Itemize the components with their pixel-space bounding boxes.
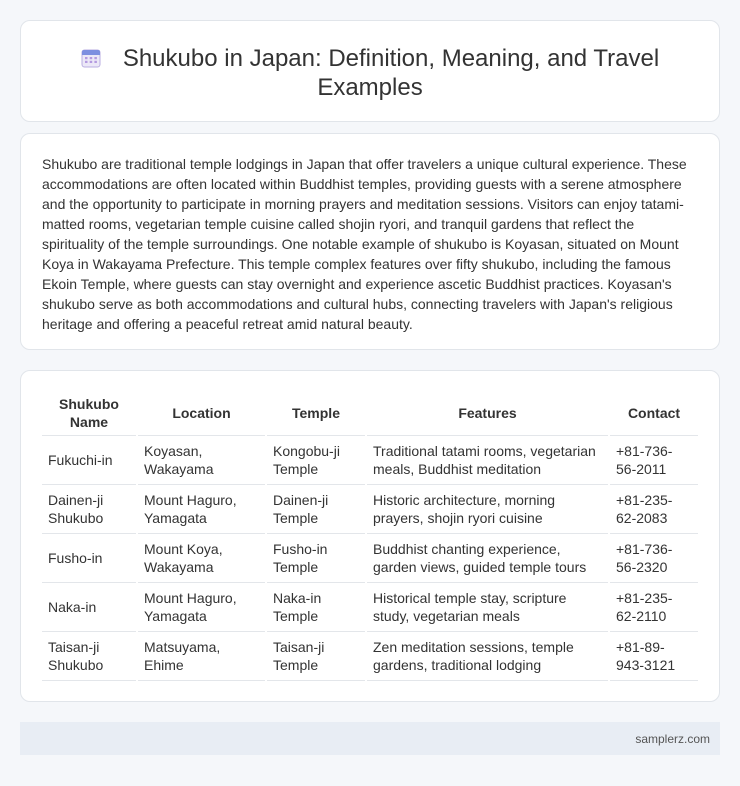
shukubo-name: Taisan-ji Shukubo <box>42 632 137 681</box>
contact: +81-736-56-2320 <box>609 534 698 583</box>
shukubo-name: Dainen-ji Shukubo <box>42 485 137 534</box>
footer-bar <box>20 722 720 755</box>
table-row <box>42 632 698 681</box>
footer-site-link[interactable]: samplerz.com <box>635 732 710 746</box>
column-header: Shukubo Name <box>42 391 137 436</box>
contact: +81-235-62-2083 <box>609 485 698 534</box>
contact: +81-235-62-2110 <box>609 583 698 632</box>
location: Mount Haguro, Yamagata <box>137 485 266 534</box>
page-title-row <box>21 44 719 102</box>
intro-paragraph: Shukubo are traditional temple lodgings in Japan that offer travelers a unique cultural experience. These accommodations are often located within Buddhist temples, providing guests with a serene atmosphere and the opportunity to participate in morning prayers and meditation sessions. Visitors can enjoy tatami-matted rooms, vegetarian temple cuisine called shojin ryori, and tranquil gardens that reflect the spirituality of the temple surroundings. One notable example of shukubo is Koyasan, situated on Mount Koya in Wakayama Prefecture. This temple complex features over fifty shukubo, including the famous Ekoin Temple, where guests can stay overnight and experience ascetic Buddhist practices. Koyasan's shukubo serve as both accommodations and cultural hubs, connecting travelers with Japan's religious heritage and offering a peaceful retreat amid natural beauty. <box>42 156 687 332</box>
shukubo-table <box>42 391 698 681</box>
features: Zen meditation sessions, temple gardens, traditional lodging <box>366 632 609 681</box>
table-row <box>42 485 698 534</box>
features: Historical temple stay, scripture study, vegetarian meals <box>366 583 609 632</box>
column-header: Location <box>137 391 266 436</box>
table-header-row <box>42 391 698 436</box>
table-card <box>20 370 720 702</box>
shukubo-name: Fusho-in <box>42 534 137 583</box>
temple: Fusho-in Temple <box>266 534 366 583</box>
contact: +81-89-943-3121 <box>609 632 698 681</box>
title-card <box>20 20 720 122</box>
contact: +81-736-56-2011 <box>609 436 698 485</box>
temple: Taisan-ji Temple <box>266 632 366 681</box>
location: Mount Koya, Wakayama <box>137 534 266 583</box>
features: Buddhist chanting experience, garden views, guided temple tours <box>366 534 609 583</box>
table-row <box>42 436 698 485</box>
features: Traditional tatami rooms, vegetarian meals, Buddhist meditation <box>366 436 609 485</box>
calendar-icon <box>81 48 101 68</box>
shukubo-name: Fukuchi-in <box>42 436 137 485</box>
temple: Kongobu-ji Temple <box>266 436 366 485</box>
table-row <box>42 583 698 632</box>
location: Koyasan, Wakayama <box>137 436 266 485</box>
features: Historic architecture, morning prayers, shojin ryori cuisine <box>366 485 609 534</box>
location: Matsuyama, Ehime <box>137 632 266 681</box>
temple: Dainen-ji Temple <box>266 485 366 534</box>
table-row <box>42 534 698 583</box>
location: Mount Haguro, Yamagata <box>137 583 266 632</box>
temple: Naka-in Temple <box>266 583 366 632</box>
column-header: Temple <box>266 391 366 436</box>
shukubo-name: Naka-in <box>42 583 137 632</box>
column-header: Contact <box>609 391 698 436</box>
column-header: Features <box>366 391 609 436</box>
page-title: Shukubo in Japan: Definition, Meaning, and Travel Examples <box>122 45 660 101</box>
intro-card <box>20 133 720 350</box>
